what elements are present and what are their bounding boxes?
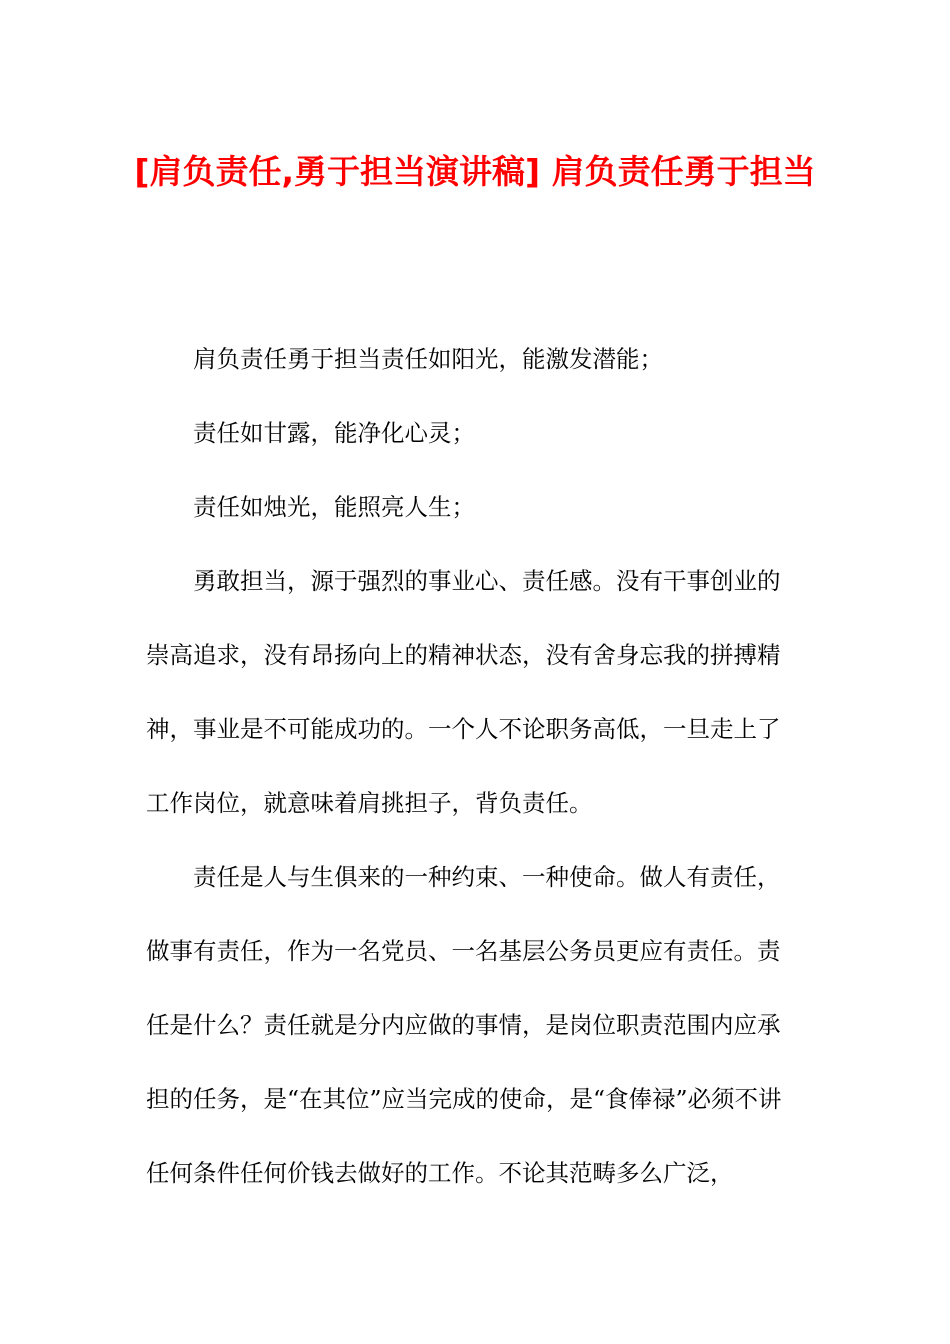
paragraph: 责任如甘露，能净化心灵；	[193, 419, 475, 447]
paragraph: 责任如烛光，能照亮人生；	[193, 493, 475, 521]
document-body	[146, 322, 796, 1210]
paragraph: 责任是人与生俱来的一种约束、一种使命。做人有责任，做事有责任，作为一名党员、一名基层公务员更应有责任。责任是什么？责任就是分内应做的事情，是岗位职责范围内应承担的任务，是“在其位”应当完成的使命，是“食俸禄”必须不讲任何条件任何价钱去做好的工作。不论其范畴多么广泛，	[146, 863, 782, 1187]
document-title: [肩负责任,勇于担当演讲稿] 肩负责任勇于担当	[134, 152, 816, 191]
paragraph: 勇敢担当，源于强烈的事业心、责任感。没有干事创业的崇高追求，没有昂扬向上的精神状态，没有舍身忘我的拼搏精神，事业是不可能成功的。一个人不论职务高低，一旦走上了工作岗位，就意味着肩挑担子，背负责任。	[146, 567, 781, 817]
paragraph: 肩负责任勇于担当责任如阳光，能激发潜能；	[193, 345, 663, 373]
